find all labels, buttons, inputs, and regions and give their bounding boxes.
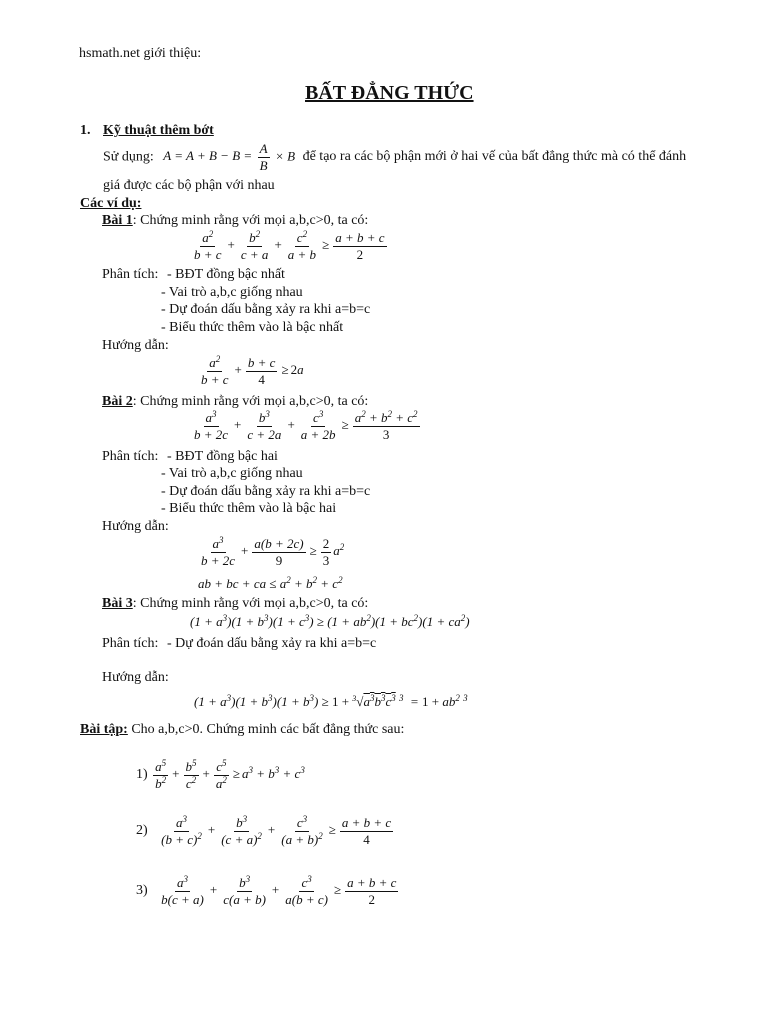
bai1-statement-line bbox=[102, 213, 368, 229]
bai3-label: Bài 3 bbox=[102, 596, 133, 611]
bai1-analysis-2: - Vai trò a,b,c giống nhau bbox=[161, 285, 303, 300]
bai1-guide-label: Hướng dẫn: bbox=[102, 338, 169, 353]
bai3-guide-formula: $(1 + a^3)(1 + b^3)(1 + b^3) \ge 1 + ^3√a^3b^3c^3$ $^3 = 1 + ab^2$ $^3$ bbox=[194, 693, 468, 709]
examples-heading: Các ví dụ: bbox=[80, 196, 142, 211]
bai1-analysis-3: - Dự đoán dấu bằng xảy ra khi a=b=c bbox=[161, 302, 371, 317]
usage-formula-left: A = A + B − B = bbox=[163, 148, 253, 164]
bai2-analysis-4: - Biểu thức thêm vào là bậc hai bbox=[161, 501, 337, 516]
bai1-label: Bài 1 bbox=[102, 213, 133, 228]
bai2-label: Bài 2 bbox=[102, 394, 133, 409]
bai1-guide-formula: $\frac{a^2}{b + c}$ + $\frac{b + c}{4}$ ≥ 2a bbox=[201, 354, 304, 387]
bai2-analysis-label: Phân tích: bbox=[102, 449, 159, 464]
usage-line bbox=[103, 142, 686, 172]
bai3-inequality: $(1 + a^3)(1 + b^3)(1 + c^3) \ge (1 + ab^2)(1 + bc^2)(1 + ca^2)$ bbox=[190, 613, 470, 629]
bai3-statement-line bbox=[102, 596, 368, 612]
usage-prefix: Sử dụng: bbox=[103, 149, 154, 165]
exercises-label: Bài tập: bbox=[80, 722, 128, 737]
usage-text-continued: giá được các bộ phận với nhau bbox=[103, 178, 275, 193]
exercise-2: 2) $\frac{a^3}{(b + c)^2}$ + $\frac{b^3}{(c + a)^2}$ + $\frac{c^3}{(a + b)^2}$ ≥ $\frac{a + b + c}{4}$ bbox=[136, 814, 392, 847]
exercise-3-number: 3) bbox=[136, 883, 148, 899]
bai2-guide-label: Hướng dẫn: bbox=[102, 519, 169, 534]
bai2-inequality: $\frac{a^3}{b + 2c}$ + $\frac{b^3}{c + 2a}$ + $\frac{c^3}{a + 2b}$ ≥ $\frac{a^2 + b^2 + c^2}{3}$ bbox=[194, 409, 418, 442]
usage-fraction: $\frac{A}{B}$ bbox=[259, 141, 268, 173]
bai2-guide-formula-1: $\frac{a^3}{b + 2c}$ + $\frac{a(b + 2c)}{9}$ ≥ $\frac{2}{3}$ $a^2$ bbox=[201, 535, 345, 568]
bai2-analysis-1: - BĐT đồng bậc hai bbox=[167, 449, 278, 464]
bai1-inequality: $\frac{a^2}{b + c}$ + $\frac{b^2}{c + a}$ + $\frac{c^2}{a + b}$ ≥ $\frac{a + b + c}{2}$ bbox=[194, 229, 385, 262]
bai2-analysis-3: - Dự đoán dấu bằng xảy ra khi a=b=c bbox=[161, 484, 371, 499]
usage-formula-right: × B bbox=[275, 148, 296, 164]
header-text: hsmath.net giới thiệu: bbox=[79, 46, 202, 61]
exercise-3: 3) $\frac{a^3}{b(c + a)}$ + $\frac{b^3}{c(a + b)}$ + $\frac{c^3}{a(b + c)}$ ≥ $\frac{a + b + c}{2}$ bbox=[136, 874, 397, 907]
usage-text: để tạo ra các bộ phận mới ở hai vế của bất đẳng thức mà có thể đánh bbox=[302, 149, 687, 165]
section-heading: Kỹ thuật thêm bớt bbox=[103, 123, 214, 138]
bai2-guide-formula-2: ab + bc + ca ≤ $a^2 + b^2 + c^2$ bbox=[198, 575, 343, 591]
exercise-2-number: 2) bbox=[136, 823, 148, 839]
bai1-analysis-label: Phân tích: bbox=[102, 267, 159, 282]
bai3-analysis-label: Phân tích: bbox=[102, 636, 159, 651]
bai2-analysis-2: - Vai trò a,b,c giống nhau bbox=[161, 466, 303, 481]
section-number: 1. bbox=[80, 123, 91, 138]
bai1-statement: : Chứng minh rằng với mọi a,b,c>0, ta có: bbox=[132, 213, 369, 228]
bai3-statement: : Chứng minh rằng với mọi a,b,c>0, ta có: bbox=[132, 596, 369, 611]
page-title: BẤT ĐẲNG THỨC bbox=[305, 82, 474, 104]
bai1-analysis-1: - BĐT đồng bậc nhất bbox=[167, 267, 285, 282]
bai2-statement-line bbox=[102, 394, 368, 410]
exercise-1: 1) $\frac{a^5}{b^2}$ + $\frac{b^5}{c^2}$ + $\frac{c^5}{a^2}$ ≥ $a^3 + b^3 + c^3$ bbox=[136, 758, 305, 791]
exercise-1-number: 1) bbox=[136, 767, 148, 783]
bai3-guide-label: Hướng dẫn: bbox=[102, 670, 169, 685]
exercises-statement: Cho a,b,c>0. Chứng minh các bất đẳng thức sau: bbox=[127, 722, 405, 737]
exercises-line bbox=[80, 722, 404, 738]
bai1-analysis-4: - Biểu thức thêm vào là bậc nhất bbox=[161, 320, 344, 335]
bai3-analysis-1: - Dự đoán dấu bằng xảy ra khi a=b=c bbox=[167, 636, 377, 651]
bai2-statement: : Chứng minh rằng với mọi a,b,c>0, ta có: bbox=[132, 394, 369, 409]
